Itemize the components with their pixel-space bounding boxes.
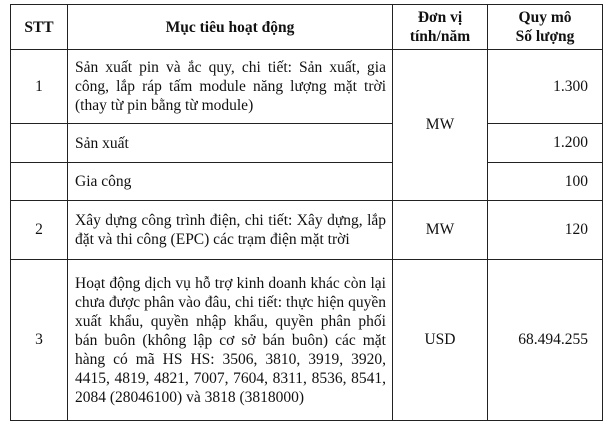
table-row — [11, 260, 603, 421]
row-qty: 68.494.255 — [488, 260, 603, 421]
header-row — [11, 5, 603, 50]
header-objective: Mục tiêu hoạt động — [68, 5, 393, 50]
activity-table — [10, 4, 603, 421]
table-row — [11, 50, 603, 124]
header-unit-line2: tính/năm — [409, 28, 471, 45]
header-unit — [393, 5, 488, 50]
header-qty-line2: Số lượng — [515, 28, 575, 45]
table-row — [11, 201, 603, 260]
table-row — [11, 163, 603, 201]
row-stt-empty — [11, 163, 68, 201]
row-unit: USD — [393, 260, 488, 421]
row-objective: Hoạt động dịch vụ hỗ trợ kinh doanh khác còn lại chưa được phân vào đâu, chi tiết: thực hiện quyền xuất khẩu, quyền nhập khẩu, quyền phân phối bán buôn (không lập cơ sở bán buôn) các mặt hàng có mã HS HS: 3506, 3810, 3919, 3920, 4415, 4819, 4821, 7007, 7604, 8311, 8536, 8541, 2084 (28046100) và 3818 (3818000) — [68, 260, 393, 421]
header-stt: STT — [11, 5, 68, 50]
header-qty-line1: Quy mô — [518, 9, 572, 26]
table-row — [11, 124, 603, 163]
row-objective: Xây dựng công trình điện, chi tiết: Xây dựng, lắp đặt và thi công (EPC) các trạm điện mặt trời — [68, 201, 393, 260]
row-stt: 2 — [11, 201, 68, 260]
row-qty: 1.300 — [488, 50, 603, 124]
row-stt-empty — [11, 124, 68, 163]
row-objective: Sản xuất — [68, 124, 393, 163]
row-unit: MW — [393, 201, 488, 260]
header-unit-line1: Đơn vị — [417, 9, 463, 26]
row-objective: Sản xuất pin và ắc quy, chi tiết: Sản xuất, gia công, lắp ráp tấm module năng lượng mặt trời (thay từ pin bằng từ module) — [68, 50, 393, 124]
row-objective: Gia công — [68, 163, 393, 201]
header-qty — [488, 5, 603, 50]
row-stt: 3 — [11, 260, 68, 421]
row-stt: 1 — [11, 50, 68, 124]
row-qty: 120 — [488, 201, 603, 260]
row-qty: 100 — [488, 163, 603, 201]
row-unit: MW — [393, 50, 488, 201]
row-qty: 1.200 — [488, 124, 603, 163]
